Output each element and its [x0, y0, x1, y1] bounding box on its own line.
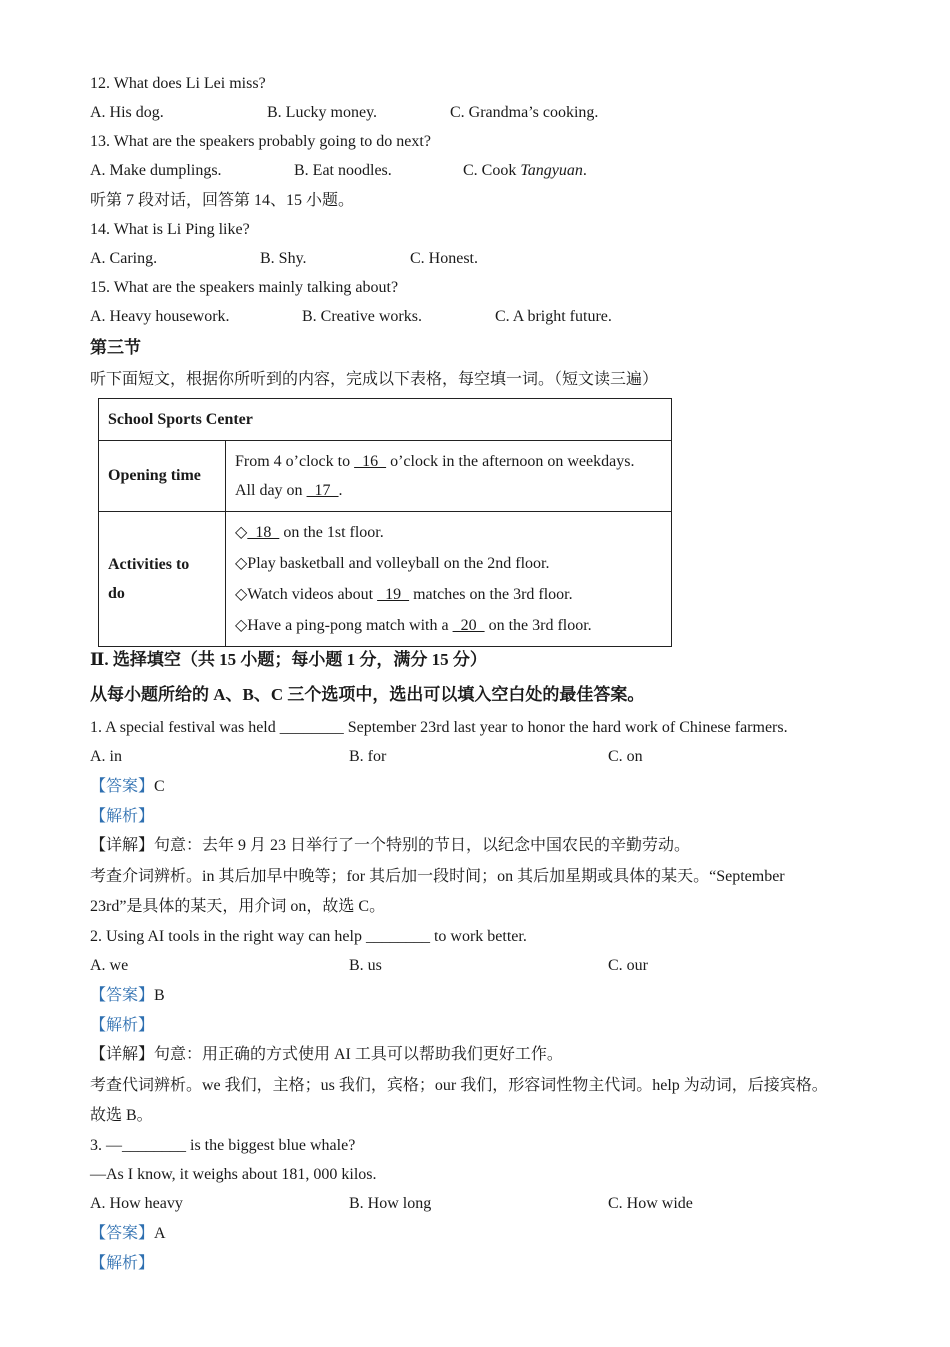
opening-time-cell	[226, 441, 672, 512]
option-a: A. in	[90, 748, 122, 765]
option-b: B. for	[349, 748, 387, 765]
text: matches on the 3rd floor.	[409, 585, 573, 603]
option-c: C. Honest.	[410, 250, 478, 267]
text: ◇Watch videos about	[235, 585, 378, 603]
text: All day on	[235, 481, 307, 499]
section-3-title: 第三节	[90, 338, 141, 357]
blank-19: 19	[377, 585, 410, 603]
answer-line	[90, 777, 165, 797]
text: .	[338, 481, 343, 499]
activities-label-line-2: do	[108, 584, 125, 602]
activities-label	[99, 512, 226, 647]
option-b: B. Creative works.	[302, 308, 422, 325]
option-c-suffix: .	[582, 162, 587, 179]
answer-value: A	[154, 1225, 166, 1242]
option-c-text: C. Cook	[463, 162, 521, 179]
option-a: A. How heavy	[90, 1195, 183, 1212]
detail-text: 【详解】句意：去年 9 月 23 日举行了一个特别的节日，以纪念中国农民的辛勤劳动。	[90, 837, 691, 854]
text: on the 3rd floor.	[484, 616, 592, 634]
answer-tag: 【答案】	[90, 1225, 155, 1242]
activity-4	[235, 616, 662, 636]
text: on the 1st floor.	[279, 523, 384, 541]
detail-text: 【详解】句意：用正确的方式使用 AI 工具可以帮助我们更好工作。	[90, 1046, 563, 1063]
opening-line-2	[235, 481, 662, 501]
blank-17: 17	[306, 481, 339, 499]
option-a: A. Heavy housework.	[90, 308, 230, 325]
opening-line-1	[235, 452, 662, 472]
option-c: C. Grandma’s cooking.	[450, 104, 599, 121]
blank-20: 20	[452, 616, 485, 634]
blank-16: 16	[354, 452, 387, 470]
question-15: 15. What are the speakers mainly talking about?	[90, 279, 399, 296]
text: o’clock in the afternoon on weekdays.	[386, 452, 635, 470]
answer-tag: 【答案】	[90, 778, 155, 795]
option-b: B. Lucky money.	[267, 104, 378, 121]
dialog-7-instruction: 听第 7 段对话，回答第 14、15 小题。	[90, 192, 355, 209]
blank-18: 18	[247, 523, 280, 541]
option-b: B. How long	[349, 1195, 432, 1212]
question-12: 12. What does Li Lei miss?	[90, 75, 266, 92]
answer-value: C	[154, 778, 165, 795]
option-c: C. our	[608, 957, 648, 974]
answer-value: B	[154, 987, 165, 1004]
explanation-line-1: 考查代词辨析。we 我们，主格；us 我们，宾格；our 我们，形容词性物主代词。help 为动词，后接宾格。	[90, 1077, 828, 1094]
activity-3	[235, 585, 662, 605]
question-1: 1. A special festival was held ________ September 23rd last year to honor the hard work of Chinese farmers.	[90, 719, 788, 736]
option-a: A. we	[90, 957, 129, 974]
part-2-instruction: 从每小题所给的 A、B、C 三个选项中，选出可以填入空白处的最佳答案。	[90, 685, 645, 704]
option-a: A. His dog.	[90, 104, 164, 121]
activity-1	[235, 523, 662, 543]
table-title: School Sports Center	[99, 399, 672, 441]
text: ◇Have a ping-pong match with a	[235, 616, 453, 634]
activity-2: ◇Play basketball and volleyball on the 2nd floor.	[235, 554, 550, 572]
option-c: C. on	[608, 748, 643, 765]
option-c	[463, 161, 587, 181]
activities-label-line-1: Activities to	[108, 555, 190, 573]
question-13: 13. What are the speakers probably going to do next?	[90, 133, 431, 150]
diamond-icon: ◇	[235, 523, 248, 541]
answer-line	[90, 1224, 166, 1244]
text: From 4 o’clock to	[235, 452, 355, 470]
answer-line	[90, 986, 165, 1006]
analysis-tag: 【解析】	[90, 808, 155, 825]
option-b: B. Shy.	[260, 250, 307, 267]
analysis-tag: 【解析】	[90, 1255, 155, 1272]
part-2-title: Ⅱ. 选择填空（共 15 小题；每小题 1 分，满分 15 分）	[90, 650, 487, 669]
explanation-line-2: 故选 B。	[90, 1107, 153, 1124]
question-14: 14. What is Li Ping like?	[90, 221, 250, 238]
option-b: B. us	[349, 957, 382, 974]
opening-time-label: Opening time	[99, 441, 226, 512]
option-c: C. How wide	[608, 1195, 693, 1212]
question-3-reply: —As I know, it weighs about 181, 000 kilos.	[90, 1166, 377, 1183]
option-c-italic: Tangyuan	[520, 162, 583, 179]
explanation-line-1: 考查介词辨析。in 其后加早中晚等；for 其后加一段时间；on 其后加星期或具体的某天。“September	[90, 868, 785, 885]
analysis-tag: 【解析】	[90, 1017, 155, 1034]
answer-tag: 【答案】	[90, 987, 155, 1004]
section-3-instruction: 听下面短文，根据你所听到的内容，完成以下表格，每空填一词。（短文读三遍）	[90, 371, 659, 388]
activities-cell	[226, 512, 672, 647]
question-3: 3. —________ is the biggest blue whale?	[90, 1137, 356, 1154]
question-2: 2. Using AI tools in the right way can help ________ to work better.	[90, 928, 527, 945]
option-a: A. Caring.	[90, 250, 158, 267]
option-a: A. Make dumplings.	[90, 162, 222, 179]
option-b: B. Eat noodles.	[294, 162, 392, 179]
explanation-line-2: 23rd”是具体的某天，用介词 on，故选 C。	[90, 898, 386, 915]
option-c: C. A bright future.	[495, 308, 612, 325]
sports-center-table	[98, 398, 672, 647]
